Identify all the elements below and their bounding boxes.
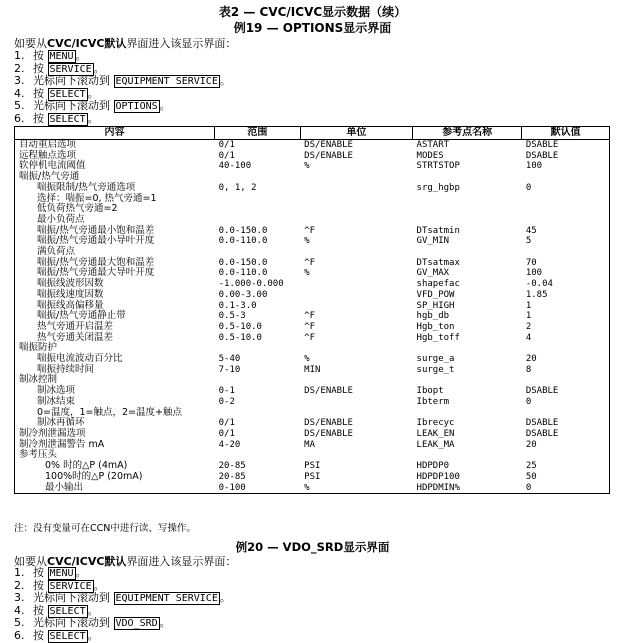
cell-units: % bbox=[304, 354, 310, 365]
cell-units: ^F bbox=[304, 321, 315, 332]
cell-units bbox=[300, 343, 412, 354]
step-suffix: 。 bbox=[93, 61, 105, 75]
cell-default: 1.85 bbox=[525, 289, 548, 300]
cell-range bbox=[215, 204, 301, 215]
cell-default: DSABLE bbox=[525, 418, 559, 429]
cell-default bbox=[522, 408, 610, 419]
step-number: 5. bbox=[14, 616, 25, 630]
cell-units: MA bbox=[304, 439, 315, 450]
step-suffix: 。 bbox=[219, 591, 231, 605]
cell-default: 20 bbox=[525, 354, 537, 365]
table-row bbox=[15, 472, 610, 483]
cell-default: 5 bbox=[525, 236, 532, 247]
cell-point-name: SP_HIGH bbox=[416, 300, 455, 311]
cell-range: 0/1 bbox=[218, 140, 235, 150]
cell-default bbox=[522, 215, 610, 226]
cell-point-name: HDPDP100 bbox=[416, 471, 460, 482]
cell-point-name: ASTART bbox=[416, 140, 450, 150]
step-item bbox=[14, 567, 231, 580]
step-suffix: 。 bbox=[87, 86, 99, 100]
cell-default: DSABLE bbox=[525, 140, 559, 150]
cell-units bbox=[300, 279, 412, 290]
step-number: 4. bbox=[14, 603, 25, 617]
step-suffix: 。 bbox=[87, 111, 99, 125]
cell-units: PSI bbox=[304, 471, 321, 482]
header-point-name: 参考点名称 bbox=[413, 127, 522, 140]
step-number: 3. bbox=[14, 74, 25, 88]
step-item bbox=[14, 630, 231, 643]
step-suffix: 。 bbox=[75, 566, 87, 579]
table-row bbox=[15, 354, 610, 365]
step-item bbox=[14, 592, 231, 605]
cell-description: 满负荷点 bbox=[37, 246, 76, 258]
cell-default: DSABLE bbox=[525, 386, 559, 397]
cell-description: 最小负荷点 bbox=[37, 213, 85, 225]
cell-units: % bbox=[304, 161, 310, 172]
step-text: 按 bbox=[33, 61, 44, 75]
cell-units bbox=[300, 183, 412, 194]
cell-point-name: LEAK_EN bbox=[416, 428, 455, 439]
cell-units bbox=[300, 194, 412, 205]
cell-units: DS/ENABLE bbox=[304, 140, 353, 150]
cell-description: 喘振电流波动百分比 bbox=[37, 353, 123, 365]
cell-description: 制冰再循环 bbox=[37, 417, 85, 429]
cell-point-name: srg_hgbp bbox=[416, 182, 460, 193]
step-number: 2. bbox=[14, 61, 25, 75]
cell-description: 喘振/热气旁通最小导叶开度 bbox=[37, 235, 155, 247]
cell-range: 0.0-110.0 bbox=[218, 268, 268, 279]
cell-default: 50 bbox=[525, 471, 537, 482]
cell-default: 100 bbox=[525, 161, 543, 172]
cell-units: DS/ENABLE bbox=[304, 150, 353, 161]
cell-range: 20-85 bbox=[218, 471, 246, 482]
cell-point-name: Ibterm bbox=[416, 396, 450, 407]
cell-point-name: Ibopt bbox=[416, 386, 444, 397]
cell-point-name: Ibrecyc bbox=[416, 418, 455, 429]
cell-default: 0 bbox=[525, 396, 532, 407]
table-header-row bbox=[15, 127, 610, 140]
step-text: 按 bbox=[33, 603, 44, 617]
cell-description: 喘振/热气旁通静止带 bbox=[37, 310, 126, 322]
step-text: 按 bbox=[33, 578, 44, 592]
cell-units bbox=[300, 172, 412, 183]
step-text: 光标向下滚动到 bbox=[33, 99, 110, 113]
cell-default: -0.04 bbox=[525, 279, 553, 290]
cell-units: % bbox=[304, 482, 310, 493]
cell-point-name bbox=[413, 247, 522, 258]
cell-default: 1 bbox=[525, 300, 532, 311]
cell-description: 喘振/热气旁通最大饱和温差 bbox=[37, 256, 155, 268]
cell-range: -1.000-0.000 bbox=[218, 279, 284, 290]
step-suffix: 。 bbox=[87, 603, 99, 617]
cell-units: ^F bbox=[304, 311, 315, 322]
cell-units bbox=[300, 247, 412, 258]
step-number: 6. bbox=[14, 628, 25, 642]
cell-units bbox=[300, 301, 412, 312]
cell-default: 2 bbox=[525, 321, 532, 332]
cell-point-name: Hgb_ton bbox=[416, 321, 455, 332]
cell-point-name bbox=[413, 450, 522, 461]
cell-point-name: DTsatmin bbox=[416, 225, 460, 236]
cell-default bbox=[522, 194, 610, 205]
cell-range: 0.5-10.0 bbox=[218, 332, 262, 343]
cell-description: 喘振限制/热气旁通选项 bbox=[37, 181, 136, 193]
cell-range: 40-100 bbox=[218, 161, 252, 172]
cell-range: 0.1-3.0 bbox=[218, 300, 257, 311]
step-number: 1. bbox=[14, 566, 25, 579]
cell-point-name: GV_MAX bbox=[416, 268, 450, 279]
cell-point-name: surge_t bbox=[416, 364, 455, 375]
table-row bbox=[15, 183, 610, 194]
cell-description: 制冰控制 bbox=[19, 374, 58, 386]
header-description: 内容 bbox=[15, 127, 215, 140]
step-text: 光标向下滚动到 bbox=[33, 616, 110, 630]
cell-point-name: surge_a bbox=[416, 354, 455, 365]
cell-units bbox=[300, 375, 412, 386]
cell-units: DS/ENABLE bbox=[304, 386, 353, 397]
key-label: SERVICE bbox=[49, 63, 92, 75]
cell-units: MIN bbox=[304, 364, 321, 375]
options-table bbox=[14, 126, 610, 494]
cell-point-name: STRTSTOP bbox=[416, 161, 460, 172]
cell-units bbox=[300, 204, 412, 215]
step-number: 4. bbox=[14, 86, 25, 100]
cell-range: 5-40 bbox=[218, 354, 241, 365]
step-number: 6. bbox=[14, 111, 25, 125]
cell-description: 自动重启选项 bbox=[19, 139, 77, 150]
key-label: EQUIPMENT SERVICE bbox=[115, 593, 218, 605]
steps-list-b bbox=[14, 567, 231, 643]
cell-range: 7-10 bbox=[218, 364, 241, 375]
cell-range bbox=[215, 172, 301, 183]
step-text: 按 bbox=[33, 566, 44, 579]
cell-range: 0.00-3.00 bbox=[218, 289, 268, 300]
cell-range: 0/1 bbox=[218, 418, 235, 429]
cell-point-name: DTsatmax bbox=[416, 257, 460, 268]
cell-point-name bbox=[413, 408, 522, 419]
step-number: 2. bbox=[14, 578, 25, 592]
cell-range: 0-100 bbox=[218, 482, 246, 493]
cell-description: 制冰结束 bbox=[37, 395, 76, 407]
cell-description: 0% 时的△P (4mA) bbox=[45, 460, 128, 472]
table-row bbox=[15, 161, 610, 172]
key-label: EQUIPMENT SERVICE bbox=[115, 76, 218, 88]
step-text: 光标向下滚动到 bbox=[33, 591, 110, 605]
cell-point-name bbox=[413, 194, 522, 205]
step-suffix: 。 bbox=[87, 628, 99, 642]
cell-default: 45 bbox=[525, 225, 537, 236]
step-suffix: 。 bbox=[159, 99, 171, 113]
cell-point-name bbox=[413, 343, 522, 354]
step-text: 按 bbox=[33, 111, 44, 125]
cell-point-name bbox=[413, 172, 522, 183]
cell-description: 制冷剂泄漏选项 bbox=[19, 427, 86, 439]
header-units: 单位 bbox=[300, 127, 412, 140]
step-suffix: 。 bbox=[75, 49, 87, 62]
key-label: SELECT bbox=[49, 113, 86, 125]
cell-units: DS/ENABLE bbox=[304, 428, 353, 439]
cell-units: ^F bbox=[304, 257, 315, 268]
cell-default: 100 bbox=[525, 268, 543, 279]
footnote: 注：没有变量可在CCN中进行读、写操作。 bbox=[14, 523, 196, 534]
key-label: SERVICE bbox=[49, 580, 92, 592]
cell-range: 0, 1, 2 bbox=[218, 182, 257, 193]
header-range: 范围 bbox=[215, 127, 301, 140]
table-row bbox=[15, 418, 610, 429]
cell-default bbox=[522, 375, 610, 386]
header-default: 默认值 bbox=[522, 127, 610, 140]
cell-range bbox=[215, 375, 301, 386]
cell-default bbox=[522, 450, 610, 461]
step-number: 5. bbox=[14, 99, 25, 113]
cell-point-name: HDPDMIN% bbox=[416, 482, 460, 493]
step-number: 1. bbox=[14, 49, 25, 62]
cell-default: 4 bbox=[525, 332, 532, 343]
cell-default: 70 bbox=[525, 257, 537, 268]
step-item bbox=[14, 113, 231, 126]
key-label: SELECT bbox=[49, 630, 86, 642]
cell-description: 0=温度，1=触点，2=温度+触点 bbox=[37, 406, 182, 418]
cell-range: 0.0-110.0 bbox=[218, 236, 268, 247]
cell-description: 喘振/热气旁通 bbox=[19, 171, 80, 183]
step-suffix: 。 bbox=[93, 578, 105, 592]
cell-default bbox=[522, 204, 610, 215]
table-row bbox=[15, 236, 610, 247]
step-item bbox=[14, 75, 231, 88]
cell-units: DS/ENABLE bbox=[304, 418, 353, 429]
cell-units bbox=[300, 408, 412, 419]
cell-default bbox=[522, 247, 610, 258]
step-item bbox=[14, 50, 231, 63]
cell-default: 0 bbox=[525, 482, 532, 493]
cell-range bbox=[215, 343, 301, 354]
table-body bbox=[15, 140, 610, 494]
cell-point-name: HDPDP0 bbox=[416, 461, 450, 472]
cell-description: 低负荷热气旁通=2 bbox=[37, 203, 118, 215]
cell-units: PSI bbox=[304, 461, 321, 472]
cell-default: 20 bbox=[525, 439, 537, 450]
table-row bbox=[15, 204, 610, 215]
cell-point-name: MODES bbox=[416, 150, 444, 161]
cell-range: 4-20 bbox=[218, 439, 241, 450]
step-text: 按 bbox=[33, 49, 44, 62]
key-label: OPTIONS bbox=[115, 101, 158, 113]
cell-description: 制冰选项 bbox=[37, 385, 76, 397]
cell-units: ^F bbox=[304, 225, 315, 236]
cell-description: 喘振/热气旁通最大导叶开度 bbox=[37, 267, 155, 279]
cell-units bbox=[300, 215, 412, 226]
steps-list-a bbox=[14, 50, 231, 126]
table-row bbox=[15, 140, 610, 151]
cell-default: DSABLE bbox=[525, 150, 559, 161]
cell-units: % bbox=[304, 236, 310, 247]
cell-description: 选择：喘振=0, 热气旁通=1 bbox=[37, 192, 157, 204]
table-row bbox=[15, 408, 610, 419]
table-row bbox=[15, 151, 610, 162]
cell-description: 喘振/热气旁通最小饱和温差 bbox=[37, 224, 155, 236]
cell-units: % bbox=[304, 268, 310, 279]
cell-point-name: Hgb_toff bbox=[416, 332, 460, 343]
cell-range: 0.0-150.0 bbox=[218, 257, 268, 268]
table-row bbox=[15, 386, 610, 397]
key-label: MENU bbox=[49, 51, 74, 62]
cell-point-name: shapefac bbox=[416, 279, 460, 290]
cell-description: 喘振防护 bbox=[19, 342, 58, 354]
key-label: VDO_SRD bbox=[115, 618, 158, 630]
cell-units bbox=[300, 450, 412, 461]
cell-range: 0.0-150.0 bbox=[218, 225, 268, 236]
step-number: 3. bbox=[14, 591, 25, 605]
cell-default: 1 bbox=[525, 311, 532, 322]
example-19-title: 例19 — OPTIONS显示界面 bbox=[233, 21, 392, 35]
cell-range: 0.5-10.0 bbox=[218, 321, 262, 332]
cell-point-name bbox=[413, 375, 522, 386]
table-row bbox=[15, 365, 610, 376]
cell-range: 0-1 bbox=[218, 386, 235, 397]
cell-default bbox=[522, 343, 610, 354]
cell-range: 0.5-3 bbox=[218, 311, 246, 322]
table-row bbox=[15, 290, 610, 301]
cell-description: 喘振持续时间 bbox=[37, 363, 95, 375]
table-row bbox=[15, 440, 610, 451]
step-text: 按 bbox=[33, 86, 44, 100]
key-label: SELECT bbox=[49, 88, 86, 100]
step-suffix: 。 bbox=[219, 74, 231, 88]
cell-point-name: VFD_POW bbox=[416, 289, 455, 300]
cell-range bbox=[215, 247, 301, 258]
table-row bbox=[15, 397, 610, 408]
cell-default: 25 bbox=[525, 461, 537, 472]
intro-post: 界面进入该显示界面： bbox=[126, 37, 237, 50]
cell-units bbox=[300, 397, 412, 408]
cell-description: 参考压头 bbox=[19, 449, 58, 461]
cell-description: 喘振线速度因数 bbox=[37, 288, 104, 300]
cell-range: 0/1 bbox=[218, 428, 235, 439]
cell-range bbox=[215, 215, 301, 226]
cell-point-name: GV_MIN bbox=[416, 236, 450, 247]
cell-point-name bbox=[413, 204, 522, 215]
cell-description: 100%时的△P (20mA) bbox=[45, 470, 143, 482]
cell-description: 软停机电流阈值 bbox=[19, 160, 86, 172]
example-20-title: 例20 — VDO_SRD显示界面 bbox=[235, 540, 390, 554]
intro-post: 界面进入该显示界面： bbox=[126, 555, 237, 568]
cell-range: 0-2 bbox=[218, 396, 235, 407]
cell-range: 0/1 bbox=[218, 150, 235, 161]
cell-default: 8 bbox=[525, 364, 532, 375]
table-caption: 表2 — CVC/ICVC显示数据（续） bbox=[218, 5, 407, 19]
intro-pre: 如要从 bbox=[14, 555, 47, 568]
cell-description: 热气旁通开启温差 bbox=[37, 320, 114, 332]
cell-description: 远程触点选项 bbox=[19, 149, 77, 161]
cell-point-name: hgb_db bbox=[416, 311, 450, 322]
cell-range: 20-85 bbox=[218, 461, 246, 472]
intro-pre: 如要从 bbox=[14, 37, 47, 50]
step-suffix: 。 bbox=[159, 616, 171, 630]
intro-bold: CVC/ICVC默认 bbox=[47, 555, 127, 568]
cell-description: 喘振线高偏移量 bbox=[37, 299, 104, 311]
cell-range bbox=[215, 194, 301, 205]
table-row bbox=[15, 483, 610, 494]
cell-default: DSABLE bbox=[525, 428, 559, 439]
table-row bbox=[15, 375, 610, 386]
key-label: SELECT bbox=[49, 605, 86, 617]
cell-range bbox=[215, 450, 301, 461]
cell-description: 喘振线波形因数 bbox=[37, 278, 104, 290]
cell-default bbox=[522, 172, 610, 183]
intro-bold: CVC/ICVC默认 bbox=[47, 37, 127, 50]
cell-description: 最小输出 bbox=[45, 481, 84, 493]
cell-description: 制冷剂泄漏警告 mA bbox=[19, 438, 105, 450]
table-row bbox=[15, 333, 610, 344]
cell-default: 0 bbox=[525, 182, 532, 193]
cell-point-name bbox=[413, 215, 522, 226]
cell-units: ^F bbox=[304, 332, 315, 343]
cell-range bbox=[215, 408, 301, 419]
cell-point-name: LEAK_MA bbox=[416, 439, 455, 450]
step-text: 光标向下滚动到 bbox=[33, 74, 110, 88]
key-label: MENU bbox=[49, 568, 74, 579]
cell-units bbox=[300, 290, 412, 301]
cell-description: 热气旁通关闭温差 bbox=[37, 331, 114, 343]
step-text: 按 bbox=[33, 628, 44, 642]
